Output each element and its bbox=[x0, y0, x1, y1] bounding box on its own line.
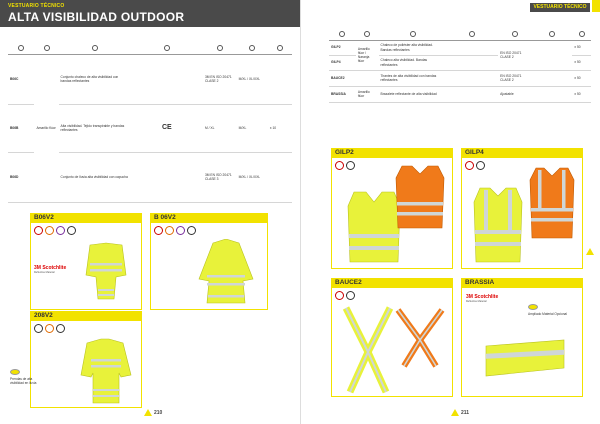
side-warning-icon bbox=[586, 248, 594, 255]
ce-mark: CE bbox=[131, 104, 203, 152]
row-size bbox=[531, 86, 572, 102]
cert-icon bbox=[165, 226, 174, 235]
row-qty: x 50 bbox=[572, 70, 591, 86]
col-desc-icon bbox=[59, 44, 131, 54]
right-page bbox=[300, 0, 600, 424]
rain-coat-image bbox=[191, 239, 261, 305]
brand-logo: 3M Scotchlite Reflective Material bbox=[466, 294, 499, 303]
row-qty bbox=[268, 54, 292, 104]
row-desc: Chaleco de poliéster alta visibilidad. Bandas reflectantes bbox=[379, 40, 447, 55]
row-code: B06C bbox=[8, 54, 34, 104]
vest-orange-image bbox=[390, 164, 450, 230]
row-qty bbox=[268, 152, 292, 202]
col-qty-icon bbox=[572, 30, 591, 40]
row-color bbox=[356, 70, 379, 86]
cert-badges bbox=[34, 324, 65, 333]
row-material bbox=[447, 40, 499, 55]
cert-icon bbox=[34, 226, 43, 235]
cert-icon bbox=[45, 324, 54, 333]
row-qty: x 50 bbox=[572, 40, 591, 55]
product-label-gilp2: GILP2 bbox=[331, 148, 453, 157]
col-material-icon bbox=[131, 44, 203, 54]
row-norm: 3M EN ISO 20471 CLASE 3 bbox=[203, 152, 237, 202]
product-label-b06v2: B06V2 bbox=[30, 213, 142, 222]
row-color: Amarillo flúor bbox=[34, 54, 58, 202]
col-material-icon bbox=[447, 30, 499, 40]
table-row bbox=[329, 40, 591, 55]
page-number-right: 211 bbox=[449, 409, 469, 416]
cert-icon bbox=[476, 161, 485, 170]
product-label-gilp4: GILP4 bbox=[461, 148, 583, 157]
col-ref-icon bbox=[329, 30, 356, 40]
row-material bbox=[447, 70, 499, 86]
left-header bbox=[0, 0, 300, 27]
cert-icon bbox=[176, 226, 185, 235]
row-size: M/XL / XL/XXL bbox=[237, 152, 268, 202]
row-code: B06D bbox=[8, 152, 34, 202]
col-size-icon bbox=[237, 44, 268, 54]
cert-icon bbox=[45, 226, 54, 235]
vest-orange-gilp4-image bbox=[524, 166, 580, 240]
product-label-bauce2: BAUCE2 bbox=[331, 278, 453, 287]
product-label-208v2: 208V2 bbox=[30, 311, 142, 320]
col-norm-icon bbox=[203, 44, 237, 54]
product-card-bauce2[interactable] bbox=[331, 287, 453, 397]
cert-icon bbox=[56, 226, 65, 235]
warning-icon bbox=[144, 409, 152, 416]
row-qty: x 50 bbox=[572, 55, 591, 70]
table-row bbox=[8, 54, 292, 104]
col-color-icon bbox=[356, 30, 379, 40]
table-row bbox=[329, 70, 591, 86]
cert-icon bbox=[34, 324, 43, 333]
row-size bbox=[531, 40, 572, 70]
row-code: GILP4 bbox=[329, 55, 356, 70]
row-code: BRASSIA bbox=[329, 86, 356, 102]
product-card-208v2[interactable] bbox=[30, 320, 142, 408]
row-material bbox=[447, 86, 499, 102]
col-desc-icon bbox=[379, 30, 447, 40]
row-code: GILP2 bbox=[329, 40, 356, 55]
brand-logo: 3M Scotchlite Reflective Material bbox=[34, 265, 67, 274]
row-size bbox=[531, 70, 572, 86]
rain-jacket-image bbox=[71, 337, 141, 405]
row-norm: EN ISO 20471 CLASE 2 bbox=[498, 40, 531, 70]
row-size: M/XL bbox=[237, 104, 268, 152]
page-title: ALTA VISIBILIDAD OUTDOOR bbox=[8, 10, 185, 24]
cert-icon bbox=[56, 324, 65, 333]
cert-badges bbox=[154, 226, 196, 235]
cert-icon bbox=[335, 161, 344, 170]
note-icon bbox=[10, 369, 20, 375]
col-norm-icon bbox=[498, 30, 531, 40]
col-qty-icon bbox=[268, 44, 292, 54]
warning-icon bbox=[451, 409, 459, 416]
row-desc: Brazalete reflectante de alta visibilidad bbox=[379, 86, 447, 102]
cert-icon bbox=[154, 226, 163, 235]
row-color: Amarillo flúor bbox=[356, 86, 379, 102]
spec-table-right bbox=[329, 30, 591, 103]
row-norm: 3M EN ISO 20471 CLASE 2 bbox=[203, 54, 237, 104]
table-row bbox=[329, 86, 591, 102]
cert-icon bbox=[465, 161, 474, 170]
cert-badges bbox=[335, 291, 355, 300]
row-desc: Conjunto chaleco de alta visibilidad con bandas reflectantes bbox=[59, 54, 131, 104]
row-qty: x 10 bbox=[268, 104, 292, 152]
product-card-b06v2[interactable] bbox=[30, 222, 142, 310]
cert-icon bbox=[67, 226, 76, 235]
row-norm: EN ISO 20471 CLASE 2 bbox=[498, 70, 531, 86]
cert-badges bbox=[34, 226, 76, 235]
cert-icon bbox=[335, 291, 344, 300]
harness-orange-image bbox=[392, 308, 448, 368]
row-material bbox=[131, 152, 203, 202]
row-code: B06B bbox=[8, 104, 34, 152]
col-color-icon bbox=[34, 44, 58, 54]
row-material bbox=[131, 54, 203, 104]
corner-tab bbox=[592, 0, 600, 12]
vest-yellow-gilp4-image bbox=[466, 186, 530, 264]
row-qty: x 50 bbox=[572, 86, 591, 102]
harness-yellow-image bbox=[338, 306, 398, 394]
section-kicker: VESTUARIO TÉCNICO bbox=[533, 4, 587, 10]
rain-note: Prendas de alta visibilidad en lluvia bbox=[10, 369, 40, 385]
page-number-left: 210 bbox=[142, 409, 162, 416]
row-color: Amarillo flúor / Naranja flúor bbox=[356, 40, 379, 70]
row-norm: M / XL bbox=[203, 104, 237, 152]
product-card-gilp2[interactable] bbox=[331, 157, 453, 269]
row-desc: Alta visibilidad. Tejido transpirable y bandas reflectantes bbox=[59, 104, 131, 152]
cert-icon bbox=[346, 161, 355, 170]
right-header bbox=[530, 3, 590, 12]
product-label-b06v2-coat: B 06V2 bbox=[150, 213, 268, 222]
cert-badges bbox=[335, 161, 355, 170]
row-code: BAUCE2 bbox=[329, 70, 356, 86]
cert-icon bbox=[346, 291, 355, 300]
row-norm: Ajustable bbox=[498, 86, 531, 102]
product-label-brassia: BRASSIA bbox=[461, 278, 583, 287]
product-card-gilp4[interactable] bbox=[461, 157, 583, 269]
row-desc: Conjunto de lluvia alta visibilidad con capucha bbox=[59, 152, 131, 202]
section-kicker: VESTUARIO TÉCNICO bbox=[8, 3, 65, 9]
spec-table-left bbox=[8, 44, 292, 203]
brassia-note: Ampliado Material Opcional bbox=[528, 304, 578, 316]
row-size: M/XL / XL/XXL bbox=[237, 54, 268, 104]
rain-suit-image bbox=[76, 241, 136, 303]
cert-icon bbox=[187, 226, 196, 235]
row-material bbox=[447, 55, 499, 70]
cert-badges bbox=[465, 161, 485, 170]
col-ref-icon bbox=[8, 44, 34, 54]
product-card-coat[interactable] bbox=[150, 222, 268, 310]
note-icon bbox=[528, 304, 538, 310]
armband-image bbox=[482, 336, 568, 380]
row-desc: Tirantes de alta visibilidad con bandas reflectantes bbox=[379, 70, 447, 86]
col-size-icon bbox=[531, 30, 572, 40]
row-desc: Chaleco alta visibilidad. Bandas reflectantes bbox=[379, 55, 447, 70]
